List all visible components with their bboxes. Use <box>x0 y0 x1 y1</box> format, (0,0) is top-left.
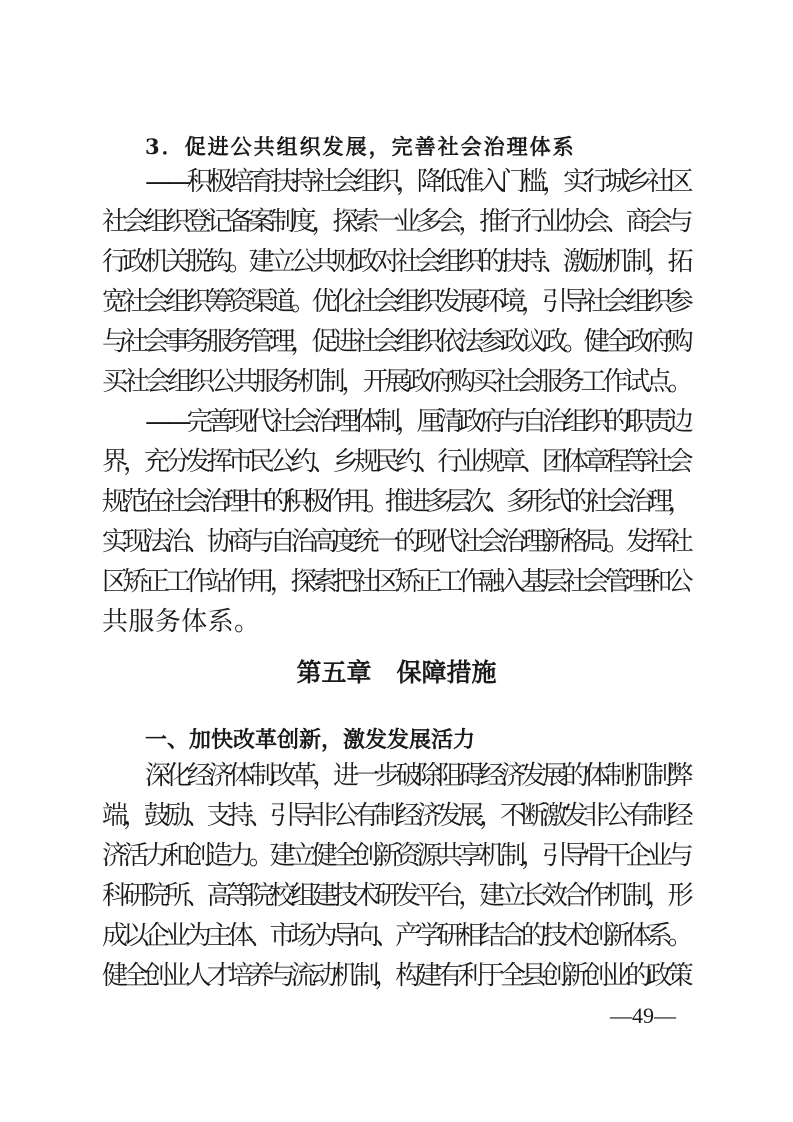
text-line: ——积极培育扶持社会组织，降低准入门槛，实行城乡社区 <box>145 167 689 197</box>
subsection-heading: 3．促进公共组织发展，完善社会治理体系 <box>145 134 576 159</box>
text-line: 实现法治、协商与自治高度统一的现代社会治理新格局。发挥社 <box>102 527 689 557</box>
chapter-title: 第五章 保障措施 <box>296 658 497 687</box>
text-line: 科研院所、高等院校组建技术研发平台，建立长效合作机制，形 <box>102 881 689 911</box>
text-line: 社会组织登记备案制度，探索一业多会，推行行业协会、商会与 <box>102 207 689 237</box>
text-line: 区矫正工作站作用，探索把社区矫正工作融入基层社会管理和公 <box>102 567 689 597</box>
text-line: 健全创业人才培养与流动机制，构建有利于全县创新创业的政策 <box>102 961 689 991</box>
page-number: —49— <box>610 1003 676 1028</box>
text-line: 与社会事务服务管理，促进社会组织依法参政议政。健全政府购 <box>102 327 689 357</box>
text-line: ——完善现代社会治理体制，厘清政府与自治组织的职责边 <box>145 407 689 437</box>
text-line: 宽社会组织筹资渠道。优化社会组织发展环境，引导社会组织参 <box>102 287 689 317</box>
text-line: 规范在社会治理中的积极作用。推进多层次、多形式的社会治理， <box>102 487 688 517</box>
text-line: 行政机关脱钩。建立公共财政对社会组织的扶持、激励机制，拓 <box>102 247 689 277</box>
text-line: 端，鼓励、支持、引导非公有制经济发展，不断激发非公有制经 <box>102 801 689 831</box>
text-line: 共服务体系。 <box>102 607 261 637</box>
text-line: 深化经济体制改革，进一步破除阻碍经济发展的体制机制弊 <box>145 761 689 791</box>
text-line: 济活力和创造力。建立健全创新资源共享机制，引导骨干企业与 <box>102 841 689 871</box>
text-line: 界，充分发挥市民公约、乡规民约、行业规章、团体章程等社会 <box>102 447 689 477</box>
text-line: 买社会组织公共服务机制，开展政府购买社会服务工作试点。 <box>102 367 690 397</box>
text-line: 成以企业为主体、市场为导向、产学研相结合的技术创新体系。 <box>102 921 689 951</box>
section-heading: 一、加快改革创新，激发发展活力 <box>145 728 476 753</box>
